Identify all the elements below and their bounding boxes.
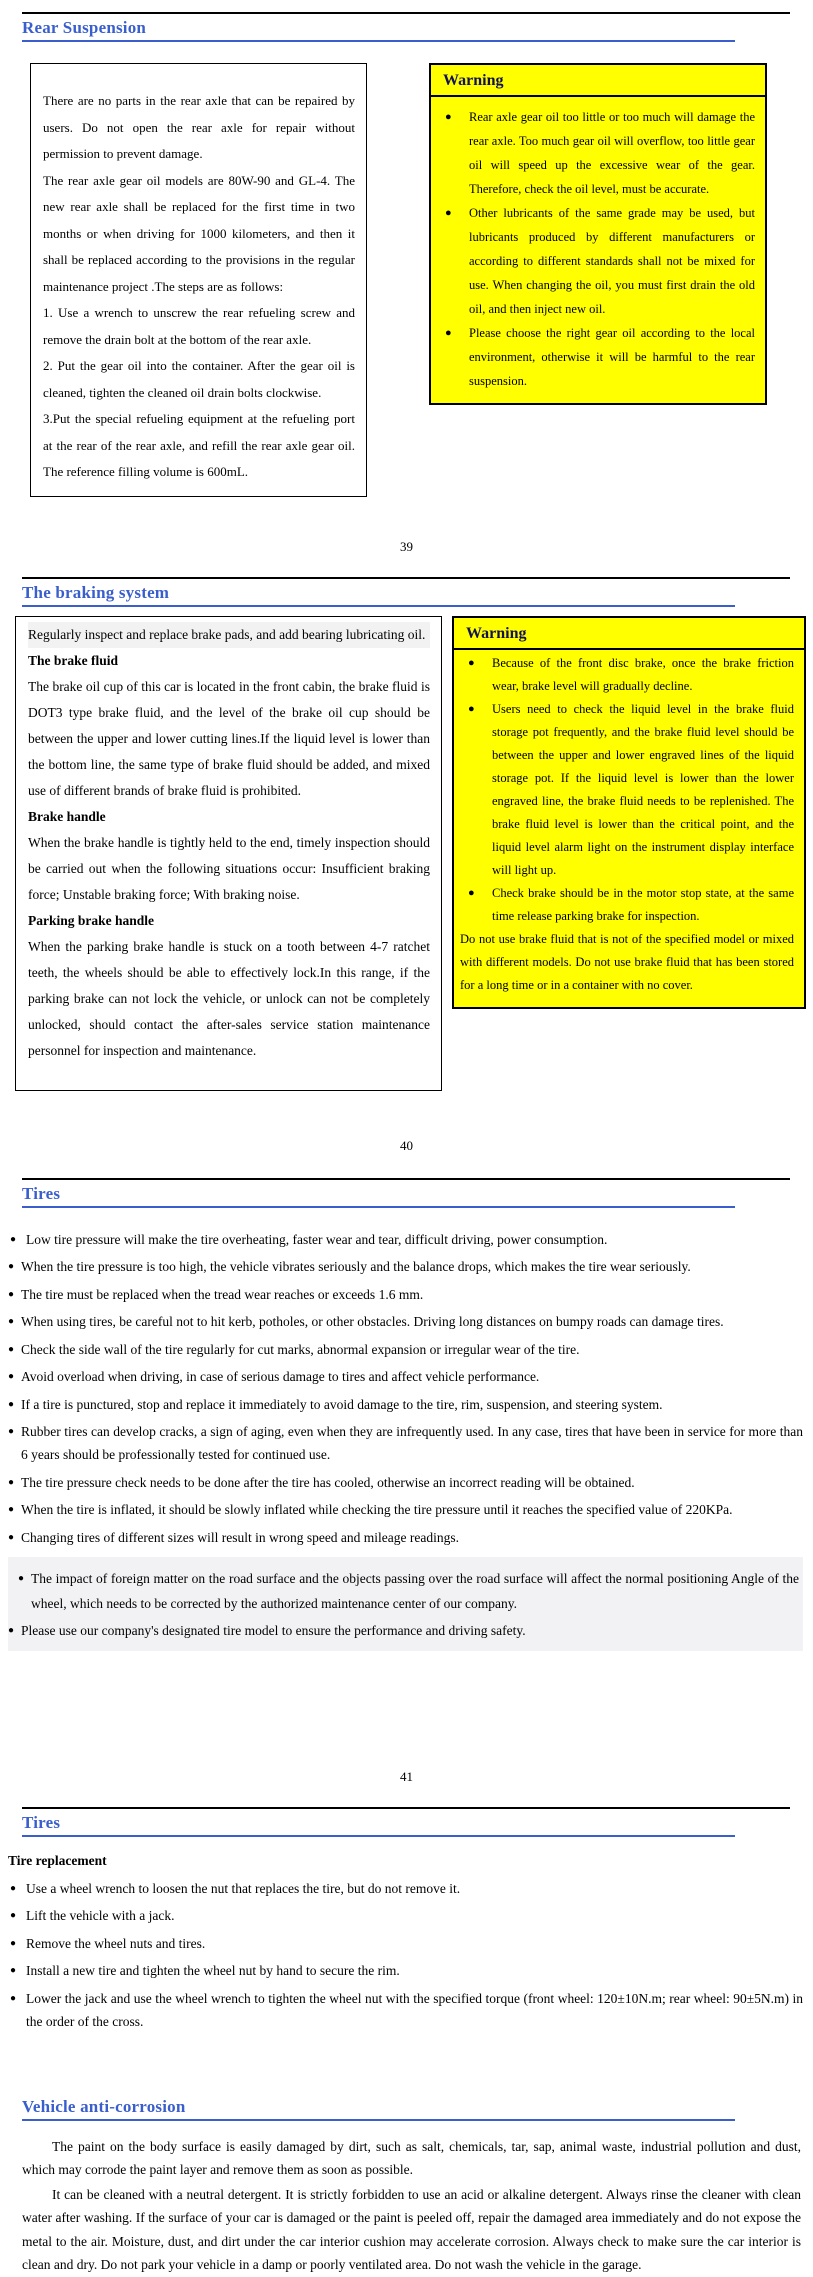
page-top-rule xyxy=(22,1178,790,1180)
replacement-step: ● Use a wheel wrench to loosen the nut that replaces the tire, but do not remove it. xyxy=(8,1877,803,1900)
page-number: 41 xyxy=(400,1768,413,1784)
anticorrosion-paragraph: The paint on the body surface is easily damaged by dirt, such as salt, chemicals, tar, sap, animal waste, industrial pollution and dust, which may corrode the paint layer and remove them as soon as possible. xyxy=(22,2138,801,2177)
page-40 xyxy=(0,577,813,1154)
warning-body xyxy=(454,650,804,1007)
tire-bullet: ● Avoid overload when driving, in case of serious damage to tires and affect vehicle performance. xyxy=(8,1365,803,1388)
subsection-title: The brake fluid xyxy=(28,652,119,668)
rear-suspension-warning-box xyxy=(429,63,767,405)
info-paragraph: There are no parts in the rear axle that can be repaired by users. Do not open the rear axle for repair without permission to prevent damage. xyxy=(43,93,355,161)
page-title: Tires xyxy=(22,1812,61,1832)
tire-bullet: ● When the tire is inflated, it should be slowly inflated while checking the tire pressure until it reaches the specified value of 220KPa. xyxy=(8,1498,803,1521)
rear-suspension-content xyxy=(0,63,813,497)
tire-bullet: ● Check the side wall of the tire regularly for cut marks, abnormal expansion or irregular wear of the tire. xyxy=(8,1338,803,1361)
subsection-title: Parking brake handle xyxy=(28,912,155,928)
info-paragraph: 1. Use a wrench to unscrew the rear refueling screw and remove the drain bolt at the bottom of the rear axle. xyxy=(43,305,355,347)
tire-bullet-highlighted: ● Please use our company's designated tire model to ensure the performance and driving safety. xyxy=(8,1618,799,1643)
page-number: 39 xyxy=(400,538,413,554)
warning-title: Warning xyxy=(454,618,804,650)
section-heading-tires-2 xyxy=(22,1813,735,1837)
warning-bullet: ● Check brake should be in the motor stop state, at the same time release parking brake for inspection. xyxy=(460,882,794,928)
page-top-rule xyxy=(22,577,790,579)
rear-suspension-info-box xyxy=(30,63,367,497)
warning-title: Warning xyxy=(431,65,765,97)
tire-replacement-block xyxy=(8,1853,803,2033)
page-title: Vehicle anti-corrosion xyxy=(22,2096,186,2116)
page-top-rule xyxy=(22,1807,790,1809)
tires-bullet-list xyxy=(8,1228,803,1549)
tire-bullet: ● Changing tires of different sizes will result in wrong speed and mileage readings. xyxy=(8,1526,803,1549)
braking-intro: Regularly inspect and replace brake pads, and add bearing lubricating oil. xyxy=(28,622,430,648)
page-39 xyxy=(0,0,813,555)
info-paragraph: 3.Put the special refueling equipment at the refueling port at the rear of the rear axle, and refill the rear axle gear oil. The reference filling volume is 600mL. xyxy=(43,411,355,479)
warning-bullet: ● Users need to check the liquid level in the brake fluid storage pot frequently, and the brake fluid level should be between the upper and lower engraved lines of the liquid storage pot. If the liquid level is lower than the lower engraved line, the brake fluid needs to be replenished. The brake fluid level is lower than the critical point, and the liquid level alarm light on the instrument display interface will light up. xyxy=(460,698,794,882)
subsection-title: Tire replacement xyxy=(8,1852,107,1868)
section-heading-anticorrosion xyxy=(22,2097,735,2121)
warning-bullet: ● Rear axle gear oil too little or too much will damage the rear axle. Too much gear oil will overflow, too little gear oil will speed up the excessive wear of the gear. Therefore, check the oil level, must be accurate. xyxy=(437,105,755,201)
section-heading-braking-system xyxy=(22,583,735,607)
braking-system-content xyxy=(0,616,813,1091)
page-title: The braking system xyxy=(22,582,170,602)
tire-bullet: ● When using tires, be careful not to hit kerb, potholes, or other obstacles. Driving long distances on bumpy roads can damage tires. xyxy=(8,1310,803,1333)
tire-bullet: ● Rubber tires can develop cracks, a sign of aging, even when they are infrequently used. In any case, tires that have been in service for more than 6 years should be professionally tested for continued use. xyxy=(8,1420,803,1466)
tire-bullet: ● If a tire is punctured, stop and replace it immediately to avoid damage to the tire, rim, suspension, and steering system. xyxy=(8,1393,803,1416)
warning-bullet: ● Other lubricants of the same grade may be used, but lubricants produced by different manufacturers or according to different standards shall not be mixed for use. When changing the oil, you must first drain the old oil, and then inject new oil. xyxy=(437,201,755,321)
tire-bullet: ● Low tire pressure will make the tire overheating, faster wear and tear, difficult driving, power consumption. xyxy=(8,1228,803,1251)
anticorrosion-text xyxy=(22,2135,801,2277)
page-41 xyxy=(0,1178,813,1785)
braking-info-box xyxy=(15,616,442,1091)
tire-bullet-highlighted: ● The impact of foreign matter on the road surface and the objects passing over the road surface will affect the normal positioning Angle of the wheel, which needs to be corrected by the authorized maintenance center of our company. xyxy=(18,1566,799,1616)
page-title: Rear Suspension xyxy=(22,18,147,37)
braking-warning-box xyxy=(452,616,806,1009)
info-paragraph: The rear axle gear oil models are 80W-90 and GL-4. The new rear axle shall be replaced for the first time in two months or when driving for 1000 kilometers, and then it shall be replaced according to the provisions in the regular maintenance project .The steps are as follows: xyxy=(43,172,355,294)
page-number: 40 xyxy=(400,1137,413,1153)
subsection-body: The brake oil cup of this car is located in the front cabin, the brake fluid is DOT3 type brake fluid, and the level of the brake oil cup should be between the upper and lower cutting lines.If the liquid level is lower than the bottom line, the same type of brake fluid should be added, and mixed use of different brands of brake fluid is prohibited. xyxy=(28,678,430,798)
warning-body xyxy=(431,97,765,403)
section-heading-rear-suspension xyxy=(22,18,735,42)
warning-bullet: ● Because of the front disc brake, once the brake friction wear, brake level will gradually decline. xyxy=(460,652,794,698)
tire-bullet: ● When the tire pressure is too high, the vehicle vibrates seriously and the balance drops, which makes the tire wear seriously. xyxy=(8,1255,803,1278)
page-42 xyxy=(0,1807,813,2277)
info-paragraph: 2. Put the gear oil into the container. After the gear oil is cleaned, tighten the cleaned oil drain bolts clockwise. xyxy=(43,358,355,400)
page-top-rule xyxy=(22,12,790,14)
replacement-step: ● Remove the wheel nuts and tires. xyxy=(8,1932,803,1955)
section-heading-tires xyxy=(22,1184,735,1208)
page-title: Tires xyxy=(22,1183,61,1203)
replacement-step: ● Lower the jack and use the wheel wrench to tighten the wheel nut with the specified torque (front wheel: 120±10N.m; rear wheel: 90±5N.m) in the order of the cross. xyxy=(8,1987,803,2033)
tire-bullet: ● The tire pressure check needs to be done after the tire has cooled, otherwise an incorrect reading will be obtained. xyxy=(8,1471,803,1494)
warning-footer: Do not use brake fluid that is not of the specified model or mixed with different models. Do not use brake fluid that has been stored for a long time or in a container with no cover. xyxy=(460,931,794,992)
subsection-title: Brake handle xyxy=(28,808,106,824)
anticorrosion-paragraph: It can be cleaned with a neutral detergent. It is strictly forbidden to use an acid or alkaline detergent. Always rinse the cleaner with clean water after washing. If the surface of your car is damaged or the paint is peeled off, repair the damaged area immediately and do not expose the metal to the air. Moisture, dust, and dirt under the car interior cushion may accelerate corrosion. Always check to make sure the car interior is clean and dry. Do not park your vehicle in a damp or poorly ventilated area. Do not wash the vehicle in the garage. xyxy=(22,2186,801,2272)
replacement-step: ● Install a new tire and tighten the wheel nut by hand to secure the rim. xyxy=(8,1959,803,1982)
subsection-body: When the parking brake handle is stuck on a tooth between 4-7 ratchet teeth, the wheels should be able to effectively lock.In this range, if the parking brake can not lock the vehicle, or unlock can not be completely unlocked, should contact the after-sales service station maintenance personnel for inspection and maintenance. xyxy=(28,938,430,1058)
replacement-step: ● Lift the vehicle with a jack. xyxy=(8,1904,803,1927)
warning-bullet: ● Please choose the right gear oil according to the local environment, otherwise it will be harmful to the rear suspension. xyxy=(437,321,755,393)
tires-highlighted-note xyxy=(8,1557,803,1651)
subsection-body: When the brake handle is tightly held to the end, timely inspection should be carried out when the following situations occur: Insufficient braking force; Unstable braking force; With braking noise. xyxy=(28,834,430,902)
tire-bullet: ● The tire must be replaced when the tread wear reaches or exceeds 1.6 mm. xyxy=(8,1283,803,1306)
